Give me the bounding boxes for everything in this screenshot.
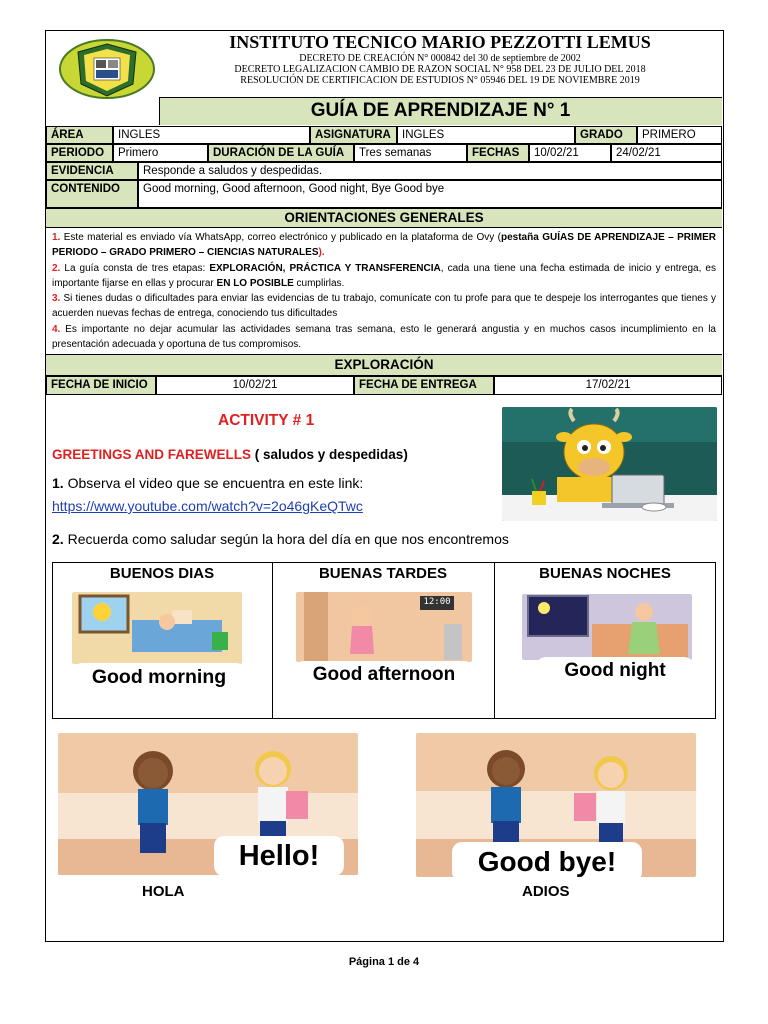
good-afternoon-caption: Good afternoon [296,663,472,687]
orientacion-4-text: Es importante no dejar acumular las actividades semana tras semana, esto le generará angustia y en muchos casos incumplimiento en la presentación adecuada y oportuna de tus compromisos. [52,324,716,350]
guide-title: GUÍA DE APRENDIZAJE N° 1 [310,100,571,121]
contenido-label: CONTENIDO [46,180,138,208]
orientacion-2-text-d: EN LO POSIBLE [216,277,294,289]
orientacion-3-text: Si tienes dudas o dificultades para enviar las evidencias de tu trabajo, comunícate con tu profe para que te despeje los interrogantes que tienes y acuerden nuevas fechas de entrega, conociendo tus dificultades [52,293,716,319]
step-1-text: Observa el video que se encuentra en este link: [63,475,364,491]
orientacion-1-num: 1. [52,232,61,243]
cow-laptop-illustration [502,407,717,521]
fechas-label: FECHAS [467,144,529,162]
header-line-3: RESOLUCIÓN DE CERTIFICACION DE ESTUDIOS N° 05946 DEL 19 DE NOVIEMBRE 2019 [240,75,640,86]
fecha-inicio-guia: 10/02/21 [529,144,611,162]
orientacion-2-num: 2. [52,263,61,274]
video-link[interactable]: https://www.youtube.com/watch?v=2o46gKeQTwc [52,498,363,514]
step-1 [52,475,363,491]
grado-label: GRADO [575,126,637,144]
orientacion-2-text-e: cumplirlas. [293,277,345,289]
orientacion-1-text-b: pestaña GUÍAS DE APRENDIZAJE – PRIMER PERIODO – GRADO PRIMERO – CIENCIAS NATURALES [52,232,716,258]
periodo-label: PERIODO [46,144,113,162]
periodo-value: Primero [113,144,208,162]
greetings-divider-1 [272,562,273,719]
orientacion-3-num: 3. [52,293,61,304]
goodbye-caption: Good bye! [454,844,640,880]
school-logo [58,38,156,100]
orientacion-1 [52,231,716,260]
activity-title: ACTIVITY # 1 [218,412,315,429]
good-night-caption: Good night [538,659,692,683]
orientacion-2-text-c: , cada una tiene una fecha estimada de inicio y entrega, es importante fijarse en ellas y procurar [52,263,716,289]
clock-readout: 12:00 [423,597,451,607]
greetings-heading [52,447,408,462]
area-label: ÁREA [46,126,113,144]
step-2-num: 2. [52,531,64,547]
header-line-1: DECRETO DE CREACIÓN N° 000842 del 30 de septiembre de 2002 [299,53,581,64]
step-2 [52,531,509,547]
buenas-noches-heading: BUENAS NOCHES [539,565,671,582]
orientaciones-title: ORIENTACIONES GENERALES [46,208,722,228]
asignatura-value: INGLES [397,126,575,144]
evidencia-label: EVIDENCIA [46,162,138,180]
step-2-text: Recuerda como saludar según la hora del día en que nos encontremos [63,531,509,547]
duracion-label: DURACIÓN DE LA GUÍA [208,144,354,162]
good-morning-illustration [72,592,242,664]
area-value: INGLES [113,126,310,144]
orientacion-3 [52,292,716,321]
contenido-value: Good morning, Good afternoon, Good night, Bye Good bye [138,180,722,208]
orientacion-1-text-a: Este material es enviado vía WhatsApp, correo electrónico y publicado en la plataforma de Ovy ( [60,232,501,243]
orientacion-2-text-a: La guía consta de tres etapas: [60,263,210,274]
fecha-inicio-label: FECHA DE INICIO [46,376,156,395]
orientacion-2-text-b: EXPLORACIÓN, PRÁCTICA Y TRANSFERENCIA [209,263,441,274]
buenas-tardes-heading: BUENAS TARDES [318,565,448,582]
asignatura-label: ASIGNATURA [310,126,397,144]
greetings-divider-2 [494,562,495,719]
greetings-subtitle: ( saludos y despedidas) [251,447,408,462]
grado-value: PRIMERO [637,126,722,144]
header-line-2: DECRETO LEGALIZACION CAMBIO DE RAZON SOCIAL N° 958 DEL 23 DE JULIO DEL 2018 [234,64,646,75]
orientacion-1-text-c: ). [318,246,325,258]
good-morning-caption: Good morning [74,665,244,689]
fecha-inicio-value: 10/02/21 [156,376,354,395]
good-afternoon-illustration [296,592,472,662]
institution-name: INSTITUTO TECNICO MARIO PEZZOTTI LEMUS [229,32,651,52]
fecha-entrega-value: 17/02/21 [494,376,722,395]
hola-label: HOLA [142,883,185,900]
page-number: Página 1 de 4 [348,956,420,968]
orientacion-4-num: 4. [52,324,61,335]
step-1-num: 1. [52,475,64,491]
fecha-fin-guia: 24/02/21 [611,144,722,162]
buenos-dias-heading: BUENOS DIAS [109,565,215,582]
exploracion-title: EXPLORACIÓN [46,354,722,376]
hello-caption: Hello! [216,838,342,874]
good-night-illustration [522,594,692,660]
adios-label: ADIOS [522,883,570,900]
evidencia-value: Responde a saludos y despedidas. [138,162,722,180]
orientacion-4 [52,323,716,352]
greetings-title: GREETINGS AND FAREWELLS [52,447,252,462]
orientacion-2 [52,262,716,291]
fecha-entrega-label: FECHA DE ENTREGA [354,376,494,395]
duracion-value: Tres semanas [354,144,467,162]
